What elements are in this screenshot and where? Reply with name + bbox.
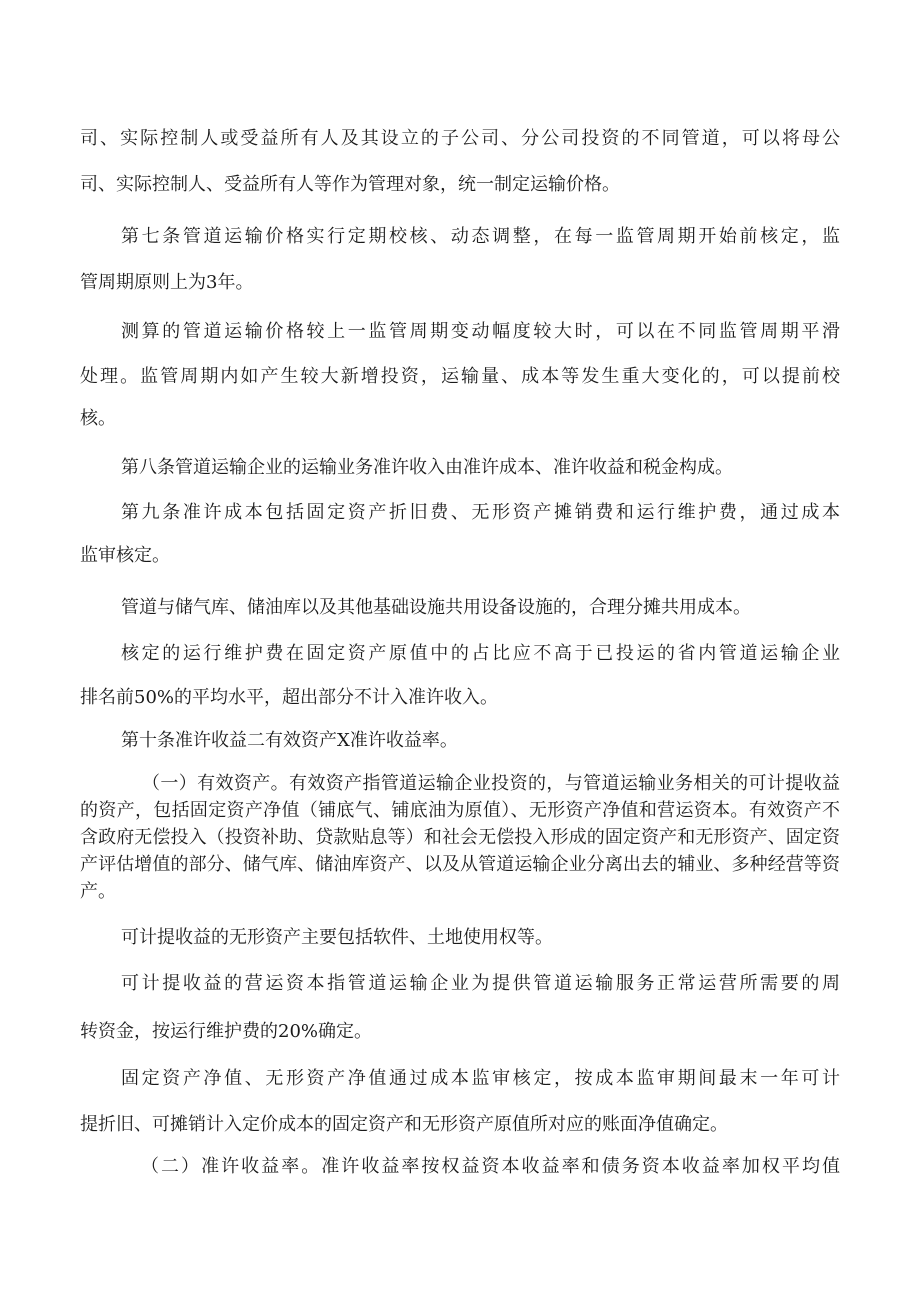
paragraph-line: 测算的管道运输价格较上一监管周期变动幅度较大时，可以在不同监管周期平滑 (121, 321, 840, 342)
paragraph-line: （二）准许收益率。准许收益率按权益资本收益率和债务资本收益率加权平均值 (141, 1156, 840, 1177)
paragraph-line: 第八条管道运输企业的运输业务准许收入由准许成本、准许收益和税金构成。 (121, 457, 733, 478)
paragraph-line: 第九条准许成本包括固定资产折旧费、无形资产摊销费和运行维护费，通过成本 (121, 502, 840, 523)
paragraph-line: 转资金，按运行维护费的20%确定。 (80, 1021, 373, 1042)
paragraph-line: 处理。监管周期内如产生较大新增投资，运输量、成本等发生重大变化的，可以提前校 (80, 366, 840, 387)
paragraph-line: 核定的运行维护费在固定资产原值中的占比应不高于已投运的省内管道运输企业 (121, 643, 840, 664)
paragraph-line: 司、实际控制人或受益所有人及其设立的子公司、分公司投资的不同管道，可以将母公 (80, 128, 840, 149)
paragraph-line: 核。 (80, 408, 116, 429)
paragraph-line: 排名前50%的平均水平，超出部分不计入准许收入。 (80, 687, 499, 708)
paragraph-line: 固定资产净值、无形资产净值通过成本监审核定，按成本监审期间最末一年可计 (121, 1068, 840, 1089)
paragraph-line: 提折旧、可摊销计入定价成本的固定资产和无形资产原值所对应的账面净值确定。 (80, 1114, 728, 1135)
paragraph-line: 第十条准许收益二有效资产X准许收益率。 (121, 730, 458, 751)
paragraph-line: 司、实际控制人、受益所有人等作为管理对象，统一制定运输价格。 (80, 174, 620, 195)
paragraph-block: （一）有效资产。有效资产指管道运输企业投资的，与管道运输业务相关的可计提收益的资产，包括固定资产净值（铺底气、铺底油为原值）、无形资产净值和营运资本。有效资产不含政府无偿投入（投资补助、贷款贴息等）和社会无偿投入形成的固定资产和无形资产、固定资产评估增值的部分、储气库、储油库资产、以及从管道运输企业分离出去的辅业、多种经营等资产。 (80, 773, 840, 902)
paragraph-line: 管周期原则上为3年。 (80, 272, 254, 293)
paragraph-line: 可计提收益的营运资本指管道运输企业为提供管道运输服务正常运营所需要的周 (121, 973, 840, 994)
paragraph-line: 可计提收益的无形资产主要包括软件、土地使用权等。 (121, 927, 553, 948)
paragraph-line: 管道与储气库、储油库以及其他基础设施共用设备设施的，合理分摊共用成本。 (121, 597, 751, 618)
paragraph-line: 监审核定。 (80, 545, 170, 566)
paragraph-line: 第七条管道运输价格实行定期校核、动态调整，在每一监管周期开始前核定，监 (121, 226, 840, 247)
